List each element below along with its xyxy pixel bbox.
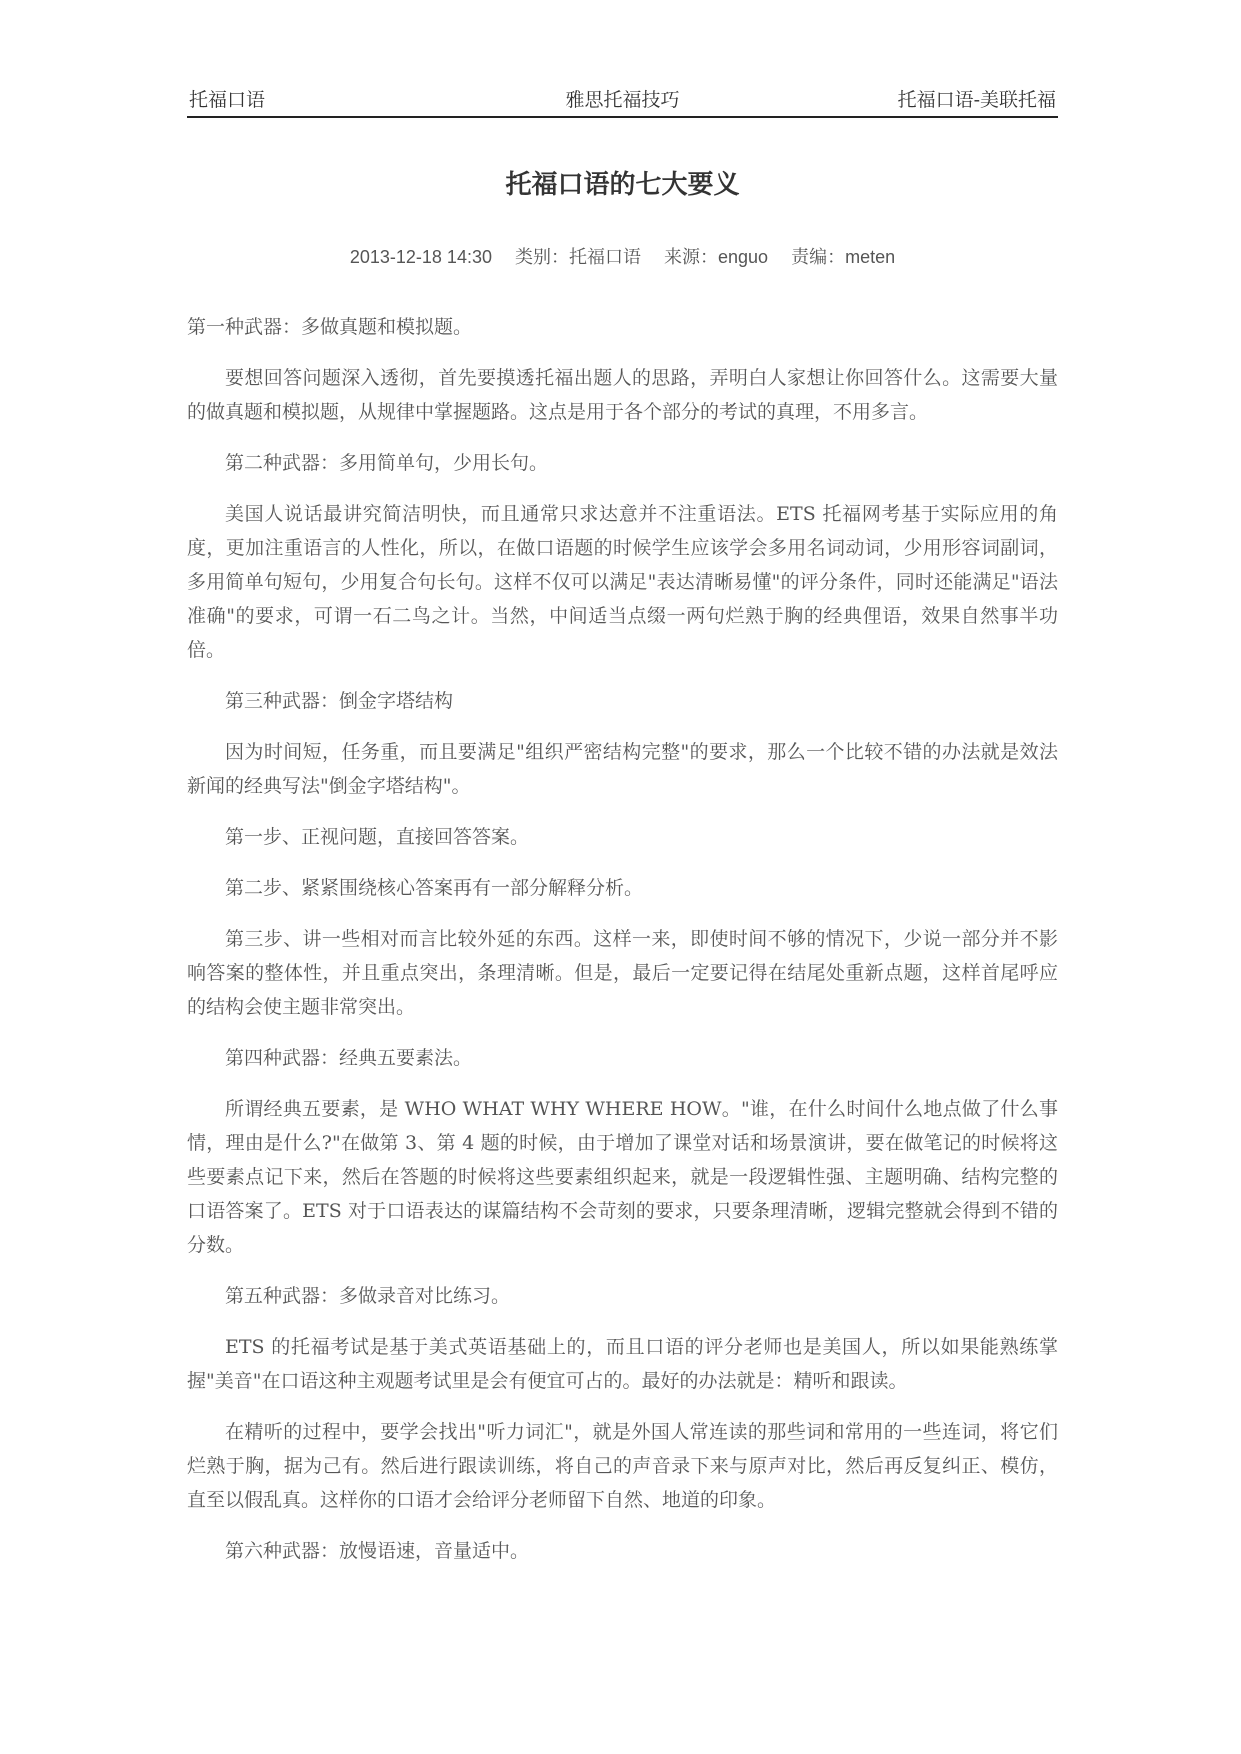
paragraph-step-3: 第三步、讲一些相对而言比较外延的东西。这样一来，即使时间不够的情况下，少说一部分并不影响答案的整体性，并且重点突出，条理清晰。但是，最后一定要记得在结尾处重新点题，这样首尾呼应的结构会使主题非常突出。 [187,928,1058,1018]
paragraph-weapon-6-heading: 第六种武器：放慢语速，音量适中。 [225,1540,530,1562]
paragraph: 在精听的过程中，要学会找出"听力词汇"，就是外国人常连读的那些词和常用的一些连词，将它们烂熟于胸，据为己有。然后进行跟读训练，将自己的声音录下来与原声对比，然后再反复纠正、模仿，直至以假乱真。这样你的口语才会给评分老师留下自然、地道的印象。 [187,1421,1058,1511]
article-meta [187,244,1058,270]
running-header [187,86,1058,118]
meta-source: 来源：enguo [664,247,769,267]
paragraph: 要想回答问题深入透彻，首先要摸透托福出题人的思路，弄明白人家想让你回答什么。这需要大量的做真题和模拟题，从规律中掌握题路。这点是用于各个部分的考试的真理，不用多言。 [187,367,1058,423]
paragraph-weapon-5-heading: 第五种武器：多做录音对比练习。 [225,1285,511,1307]
header-right-label: 托福口语-美联托福 [897,89,1056,111]
article-body [187,310,1058,1585]
paragraph-weapon-1-heading: 第一种武器：多做真题和模拟题。 [187,316,473,338]
paragraph-weapon-4-heading: 第四种武器：经典五要素法。 [225,1047,473,1069]
paragraph: 美国人说话最讲究简洁明快，而且通常只求达意并不注重语法。ETS 托福网考基于实际应用的角度，更加注重语言的人性化，所以，在做口语题的时候学生应该学会多用名词动词，少用形容词副词，多用简单句短句，少用复合句长句。这样不仅可以满足"表达清晰易懂"的评分条件，同时还能满足"语法准确"的要求，可谓一石二鸟之计。当然，中间适当点缀一两句烂熟于胸的经典俚语，效果自然事半功倍。 [187,503,1058,661]
paragraph-weapon-2-heading: 第二种武器：多用简单句，少用长句。 [225,452,549,474]
paragraph-step-1: 第一步、正视问题，直接回答答案。 [225,826,530,848]
paragraph: 因为时间短，任务重，而且要满足"组织严密结构完整"的要求，那么一个比较不错的办法就是效法新闻的经典写法"倒金字塔结构"。 [187,741,1058,797]
header-center-label: 雅思托福技巧 [565,89,680,111]
meta-editor: 责编：meten [791,247,896,267]
meta-date: 2013-12-18 14:30 [349,247,492,267]
meta-category: 类别：托福口语 [515,247,641,267]
header-left-label: 托福口语 [189,89,266,111]
paragraph: 所谓经典五要素，是 WHO WHAT WHY WHERE HOW。"谁，在什么时间什么地点做了什么事情，理由是什么?"在做第 3、第 4 题的时候，由于增加了课堂对话和场景演讲，要在做笔记的时候将这些要素点记下来，然后在答题的时候将这些要素组织起来，就是一段逻辑性强、主题明确、结构完整的口语答案了。ETS 对于口语表达的谋篇结构不会苛刻的要求，只要条理清晰，逻辑完整就会得到不错的分数。 [187,1098,1058,1256]
article-title: 托福口语的七大要义 [505,170,740,200]
document-page [187,0,1058,1754]
paragraph-weapon-3-heading: 第三种武器：倒金字塔结构 [225,690,454,712]
paragraph: ETS 的托福考试是基于美式英语基础上的，而且口语的评分老师也是美国人，所以如果能熟练掌握"美音"在口语这种主观题考试里是会有便宜可占的。最好的办法就是：精听和跟读。 [187,1336,1058,1392]
paragraph-step-2: 第二步、紧紧围绕核心答案再有一部分解释分析。 [225,877,644,899]
